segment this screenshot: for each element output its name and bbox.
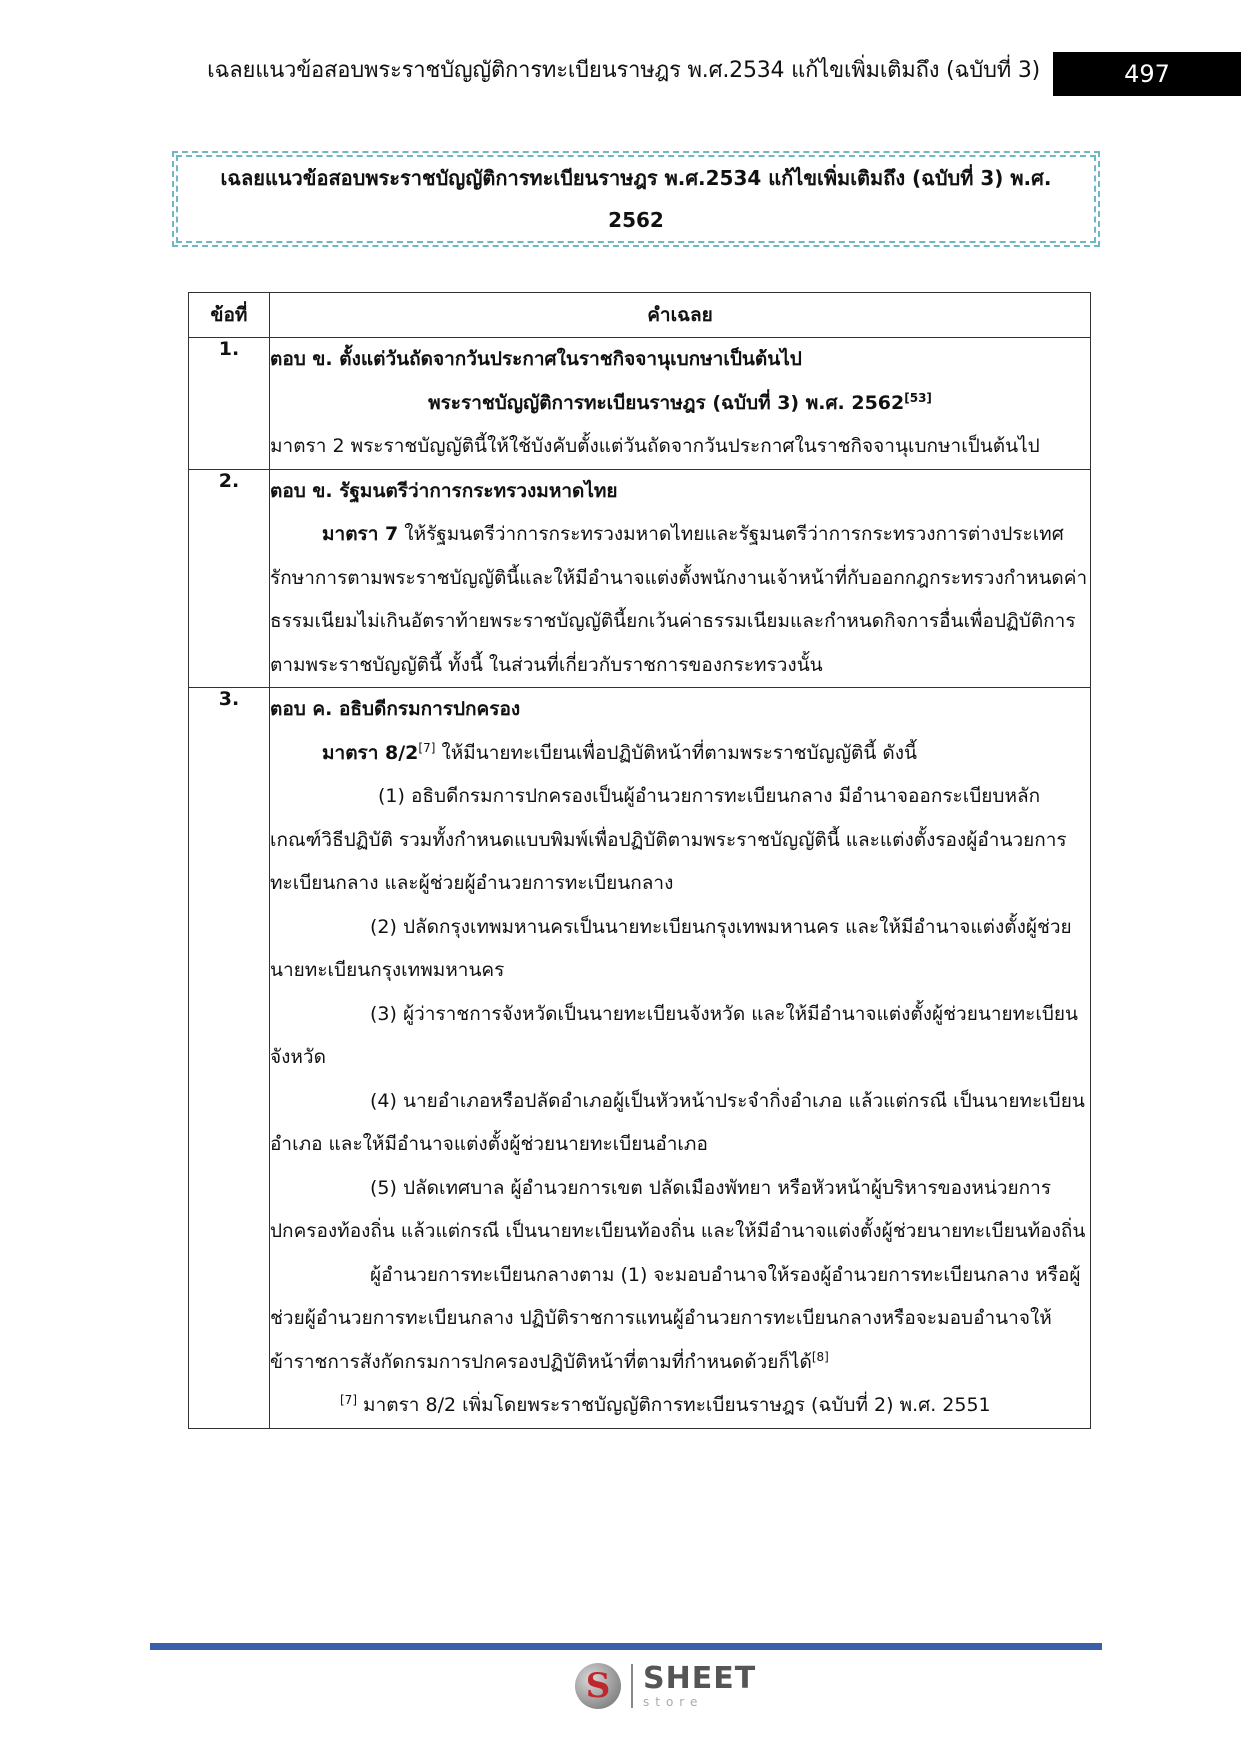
logo-sub: store: [643, 1695, 704, 1709]
page-title-line1: เฉลยแนวข้อสอบพระราชบัญญัติการทะเบียนราษฎร พ.ศ.2534 แก้ไขเพิ่มเติมถึง (ฉบับที่ 3) พ.ศ.: [220, 166, 1052, 190]
table-row: [189, 469, 1091, 688]
page-number-box: [1053, 52, 1241, 96]
answer-cell: [270, 469, 1091, 688]
page-title-line2: 2562: [608, 208, 664, 232]
section-item: (3) ผู้ว่าราชการจังหวัดเป็นนายทะเบียนจังหวัด และให้มีอำนาจแต่งตั้งผู้ช่วยนายทะเบียนจังหวัด: [270, 1002, 1079, 1068]
section-intro: [270, 732, 1090, 776]
act-title: [270, 382, 1090, 426]
logo-s-icon: S: [575, 1663, 621, 1709]
closing-footnote-ref: [8]: [811, 1349, 829, 1364]
page-title: [221, 157, 1052, 241]
answer-cell: [270, 338, 1091, 470]
answer-heading: ตอบ ค. อธิบดีกรมการปกครอง: [270, 698, 521, 720]
section-label: มาตรา 7: [322, 523, 399, 545]
section-footnote-ref: [7]: [418, 740, 436, 755]
section-item: (1) อธิบดีกรมการปกครองเป็นผู้อำนวยการทะเบียนกลาง มีอำนาจออกระเบียบหลักเกณฑ์วิธีปฏิบัติ รวมทั้งกำหนดแบบพิมพ์เพื่อปฏิบัติตามพระราชบัญญัตินี้ และแต่งตั้งรองผู้อำนวยการทะเบียนกลาง และผู้ช่วยผู้อำนวยการทะเบียนกลาง: [270, 785, 1067, 894]
footer-rule: [150, 1643, 1102, 1650]
answer-heading: ตอบ ข. รัฐมนตรีว่าการกระทรวงมหาดไทย: [270, 479, 618, 502]
logo-name: SHEET: [643, 1661, 757, 1696]
section-label: มาตรา 8/2: [322, 741, 419, 764]
table-header-row: [189, 293, 1091, 338]
footnote: [270, 1384, 1090, 1428]
logo-divider: [631, 1664, 633, 1708]
answer-heading: ตอบ ข. ตั้งแต่วันถัดจากวันประกาศในราชกิจจานุเบกษาเป็นต้นไป: [270, 348, 802, 370]
title-box: [172, 151, 1100, 247]
footnote-ref: [7]: [340, 1393, 357, 1407]
section-item: (5) ปลัดเทศบาล ผู้อำนวยการเขต ปลัดเมืองพัทยา หรือหัวหน้าผู้บริหารของหน่วยการปกครองท้องถิ่น แล้วแต่กรณี เป็นนายทะเบียนท้องถิ่น และให้มีอำนาจแต่งตั้งผู้ช่วยนายทะเบียนท้องถิ่น: [270, 1176, 1086, 1242]
table-row: [189, 338, 1091, 470]
act-title-text: พระราชบัญญัติการทะเบียนราษฎร (ฉบับที่ 3) พ.ศ. 2562: [428, 391, 905, 414]
running-header-title: เฉลยแนวข้อสอบพระราชบัญญัติการทะเบียนราษฎร พ.ศ.2534 แก้ไขเพิ่มเติมถึง (ฉบับที่ 3): [207, 58, 1040, 83]
answer-body: [270, 513, 1090, 687]
header-answer: คำเฉลย: [270, 293, 1091, 338]
footnote-text: มาตรา 8/2 เพิ่มโดยพระราชบัญญัติการทะเบียนราษฎร (ฉบับที่ 2) พ.ศ. 2551: [357, 1394, 991, 1416]
answer-cell: [270, 688, 1091, 1429]
closing-text: ผู้อำนวยการทะเบียนกลางตาม (1) จะมอบอำนาจให้รองผู้อำนวยการทะเบียนกลาง หรือผู้ช่วยผู้อำนวยการทะเบียนกลาง ปฏิบัติราชการแทนผู้อำนวยการทะเบียนกลางหรือจะมอบอำนาจให้ข้าราชการสังกัดกรมการปกครองปฏิบัติหน้าที่ตามที่กำหนดด้วยก็ได้: [270, 1263, 1081, 1373]
logo-text: [643, 1661, 757, 1709]
question-number: 1.: [189, 338, 270, 470]
act-footnote-ref: [53]: [904, 390, 932, 405]
answer-table: [188, 292, 1091, 1429]
sheet-store-logo: [575, 1663, 756, 1709]
question-number: 3.: [189, 688, 270, 1429]
section-text: ให้รัฐมนตรีว่าการกระทรวงมหาดไทยและรัฐมนตรีว่าการกระทรวงการต่างประเทศรักษาการตามพระราชบัญญัตินี้และให้มีอำนาจแต่งตั้งพนักงานเจ้าหน้าที่กับออกกฎกระทรวงกำหนดค่าธรรมเนียมไม่เกินอัตราท้ายพระราชบัญญัตินี้ยกเว้นค่าธรรมเนียมและกำหนดกิจการอื่นเพื่อปฏิบัติการตามพระราชบัญญัตินี้ ทั้งนี้ ในส่วนที่เกี่ยวกับราชการของกระทรวงนั้น: [270, 523, 1088, 676]
question-number: 2.: [189, 469, 270, 688]
answer-body: มาตรา 2 พระราชบัญญัตินี้ให้ใช้บังคับตั้งแต่วันถัดจากวันประกาศในราชกิจจานุเบกษาเป็นต้นไป: [270, 435, 1040, 457]
table-row: [189, 688, 1091, 1429]
section-item: (4) นายอำเภอหรือปลัดอำเภอผู้เป็นหัวหน้าประจำกิ่งอำเภอ แล้วแต่กรณี เป็นนายทะเบียนอำเภอ และให้มีอำนาจแต่งตั้งผู้ช่วยนายทะเบียนอำเภอ: [270, 1089, 1085, 1155]
section-item: (2) ปลัดกรุงเทพมหานครเป็นนายทะเบียนกรุงเทพมหานคร และให้มีอำนาจแต่งตั้งผู้ช่วยนายทะเบียนกรุงเทพมหานคร: [270, 915, 1072, 981]
header-no: ข้อที่: [189, 293, 270, 338]
section-text: ให้มีนายทะเบียนเพื่อปฏิบัติหน้าที่ตามพระราชบัญญัตินี้ ดังนี้: [435, 741, 917, 764]
section-closing: [270, 1254, 1090, 1385]
page-number: 497: [1124, 60, 1170, 88]
